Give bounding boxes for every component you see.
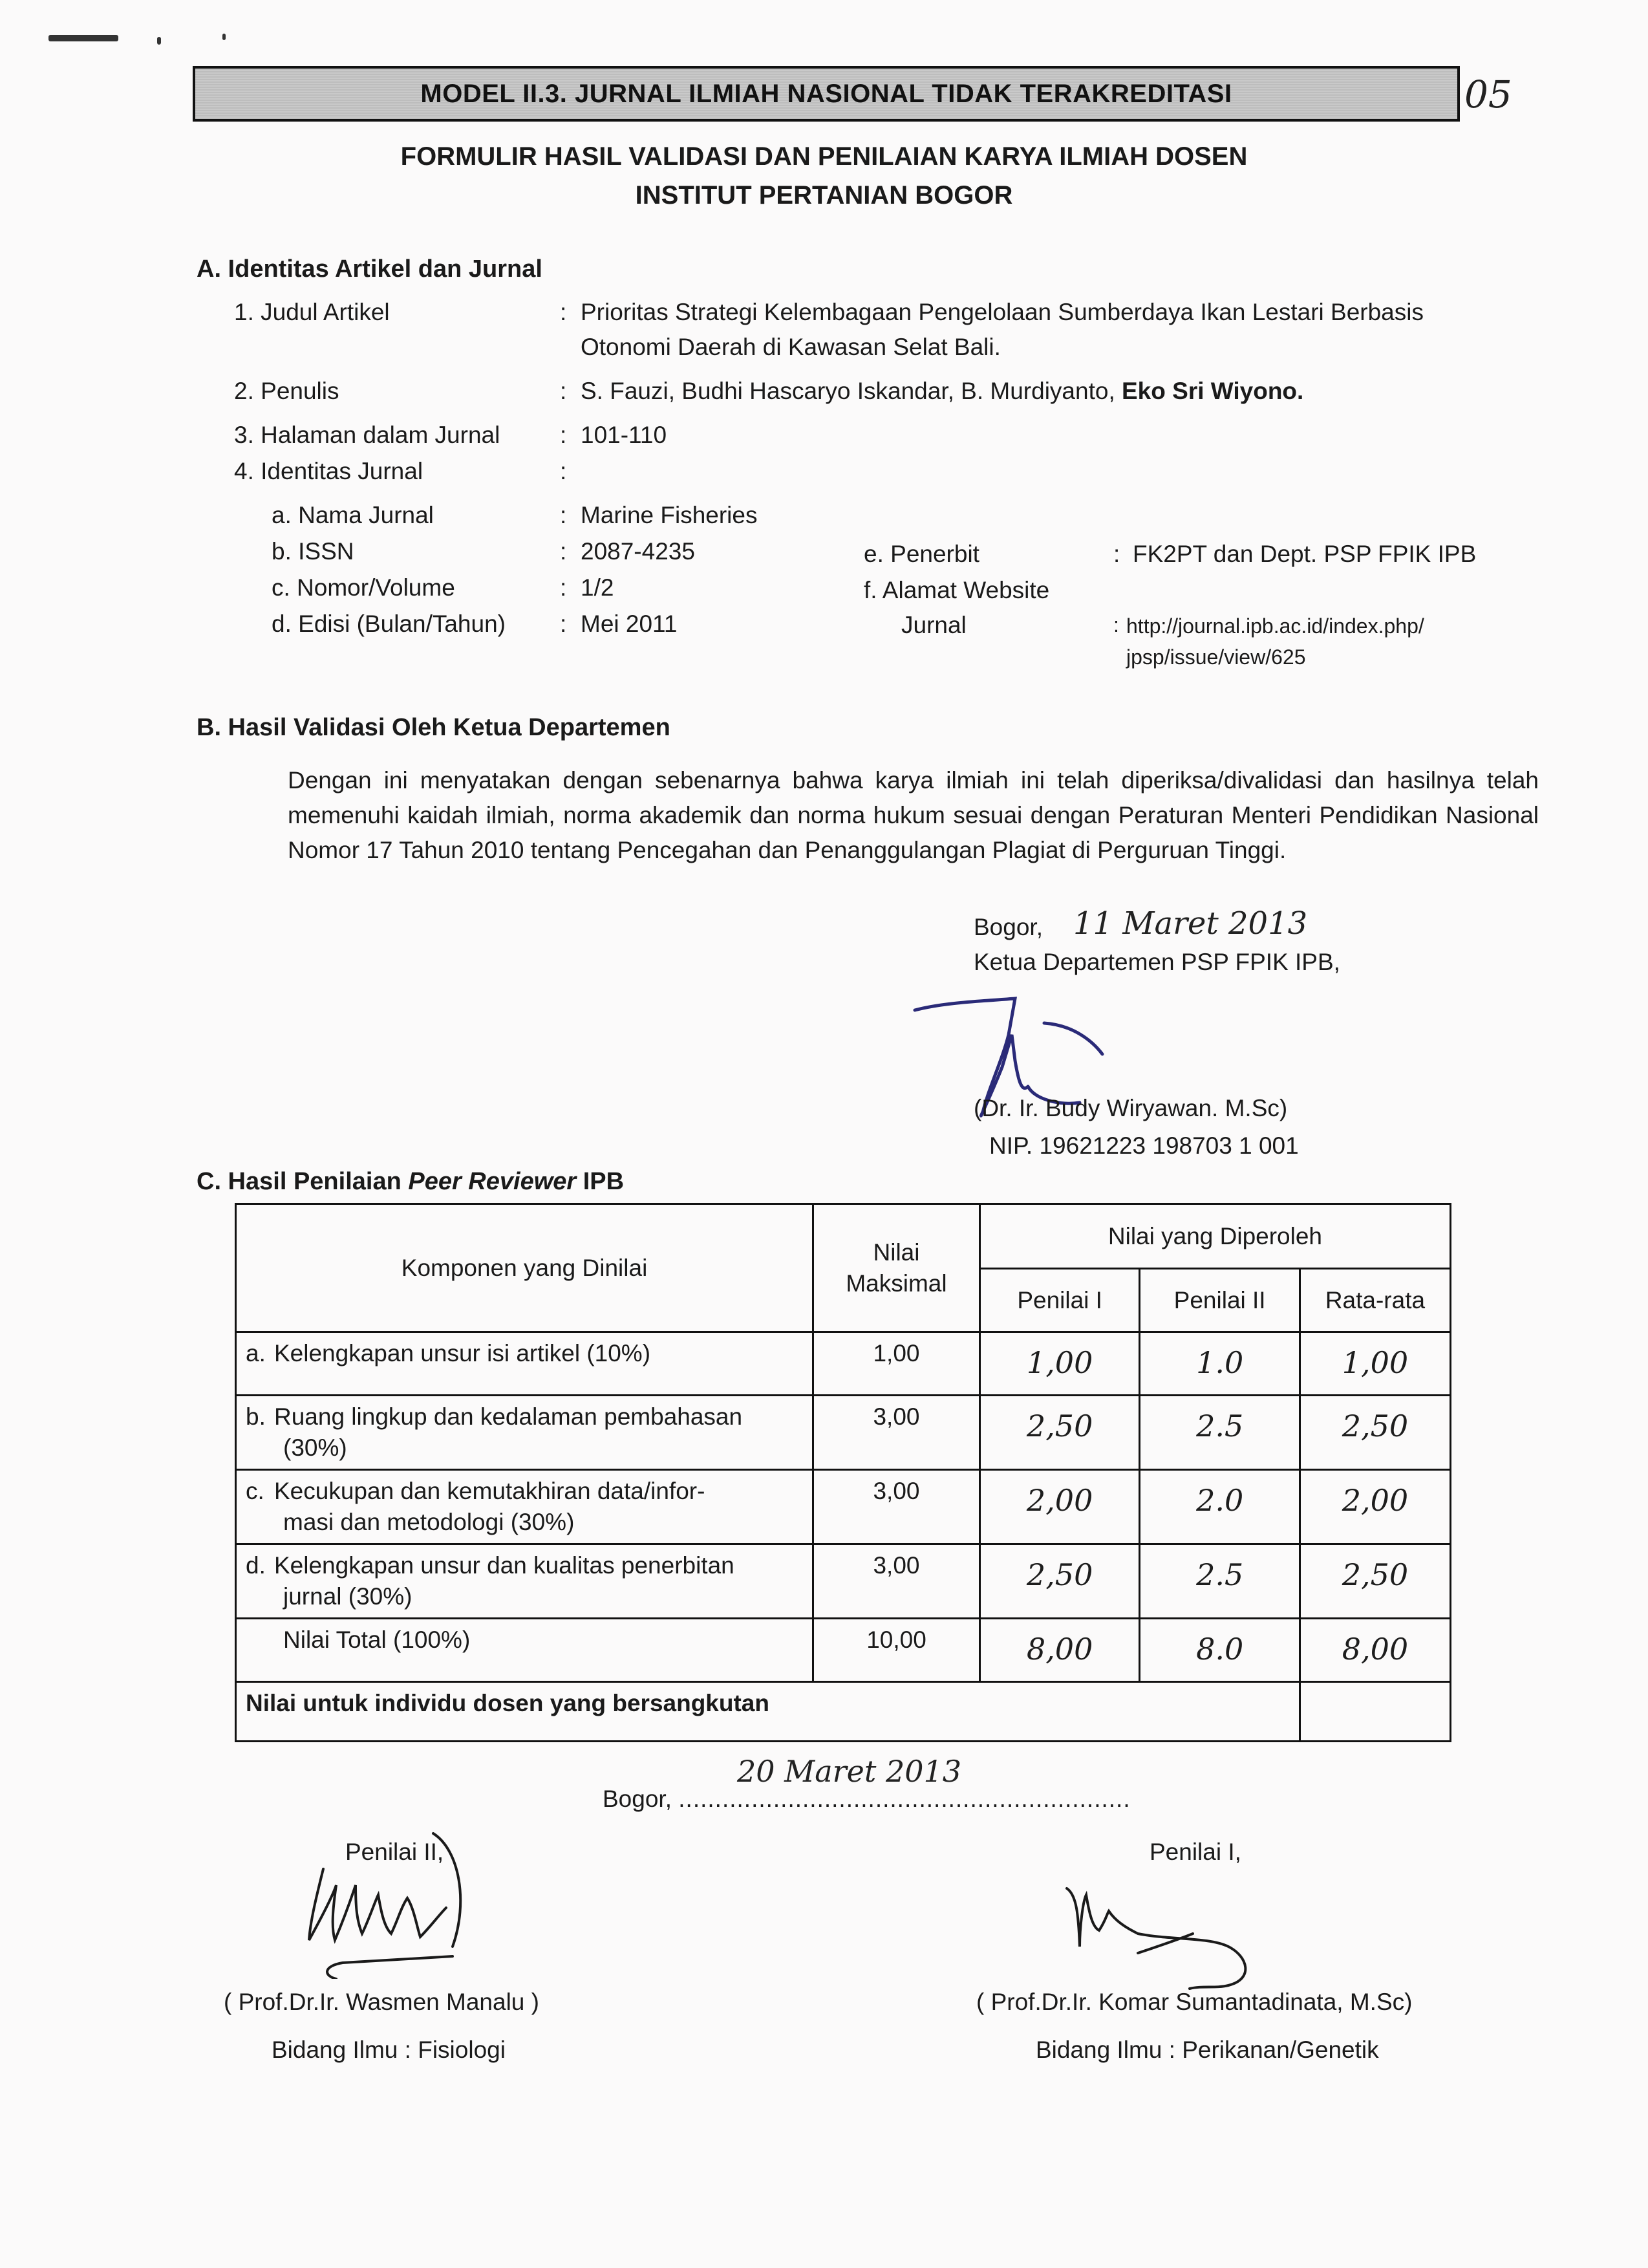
max-score-cell: 3,00 <box>813 1470 980 1544</box>
authors-list: S. Fauzi, Budhi Hascaryo Iskandar, B. Murdiyanto, <box>581 378 1122 404</box>
colon: : <box>560 502 567 528</box>
website-label-line1: f. Alamat Website <box>864 577 1050 603</box>
header-reviewer-2: Penilai II <box>1140 1269 1300 1332</box>
component-cell <box>236 1396 813 1470</box>
reviewer-2-name: ( Prof.Dr.Ir. Wasmen Manalu ) <box>224 1989 539 2015</box>
colon: : <box>560 574 567 601</box>
website-url-line1: http://journal.ipb.ac.id/index.php/ <box>1126 614 1424 638</box>
review-date-handwritten: 20 Maret 2013 <box>737 1754 962 1789</box>
individual-score-value <box>1300 1682 1450 1742</box>
review-date-dots: .............................................................. <box>678 1786 1131 1812</box>
journal-name-value: Marine Fisheries <box>581 502 758 528</box>
header-max-line2: Maksimal <box>846 1269 947 1297</box>
reviewer-1-score: 1,00 <box>979 1332 1140 1396</box>
review-place-label: Bogor, <box>603 1786 672 1812</box>
reviewer-1-role: Penilai I, <box>1150 1839 1241 1865</box>
reviewer-1-field: Bidang Ilmu : Perikanan/Genetik <box>1036 2036 1379 2063</box>
total-max-score: 10,00 <box>813 1619 980 1682</box>
section-c-heading-suffix: IPB <box>576 1168 625 1195</box>
max-score-cell: 1,00 <box>813 1332 980 1396</box>
model-label: MODEL II.3. JURNAL ILMIAH NASIONAL TIDAK TERAKREDITASI <box>420 79 1232 108</box>
department-head-nip: NIP. 19621223 198703 1 001 <box>989 1132 1299 1159</box>
section-c-heading-text: C. Hasil Penilaian <box>197 1168 409 1195</box>
issn-label: b. ISSN <box>272 538 354 565</box>
institution-title: INSTITUT PERTANIAN BOGOR <box>635 181 1013 210</box>
average-score: 2,50 <box>1300 1396 1450 1470</box>
model-header-band <box>193 66 1460 122</box>
colon: : <box>1113 613 1119 636</box>
reviewer-1-name: ( Prof.Dr.Ir. Komar Sumantadinata, M.Sc) <box>976 1989 1413 2015</box>
table-row <box>236 1396 1451 1470</box>
total-label-cell <box>236 1619 813 1682</box>
colon: : <box>560 458 567 484</box>
article-title-line1: Prioritas Strategi Kelembagaan Pengelolaan Sumberdaya Ikan Lestari Berbasis <box>581 299 1424 325</box>
component-cell <box>236 1332 813 1396</box>
validation-statement: Dengan ini menyatakan dengan sebenarnya bahwa karya ilmiah ini telah diperiksa/divalidasi dan hasilnya telah memenuhi kaidah ilmiah, norma akademik dan norma hukum sesuai dengan Peraturan Menteri Pendidikan Nasional Nomor 17 Tahun 2010 tentang Pencegahan dan Penanggulangan Plagiat di Perguruan Tinggi. <box>288 767 1539 863</box>
table-row <box>236 1332 1451 1396</box>
component-text-cont: jurnal (30%) <box>283 1583 412 1610</box>
peer-review-score-table <box>235 1203 1451 1742</box>
header-obtained: Nilai yang Diperoleh <box>979 1204 1450 1269</box>
department-head-role: Ketua Departemen PSP FPIK IPB, <box>974 949 1340 975</box>
individual-score-label: Nilai untuk individu dosen yang bersangkutan <box>236 1682 1300 1742</box>
issn-value: 2087-4235 <box>581 538 695 565</box>
colon: : <box>560 378 567 404</box>
reviewer-2-score: 2.5 <box>1140 1544 1300 1619</box>
average-score: 2,50 <box>1300 1544 1450 1619</box>
average-score: 1,00 <box>1300 1332 1450 1396</box>
reviewer-2-score: 1.0 <box>1140 1332 1300 1396</box>
total-reviewer-2: 8.0 <box>1140 1619 1300 1682</box>
section-c-heading-italic: Peer Reviewer <box>408 1168 577 1195</box>
article-title-label: 1. Judul Artikel <box>234 299 390 325</box>
component-text: Kecukupan dan kemutakhiran data/infor- <box>274 1478 705 1504</box>
component-text-cont: masi dan metodologi (30%) <box>283 1509 575 1535</box>
table-row <box>236 1470 1451 1544</box>
colon: : <box>560 422 567 448</box>
publisher-label: e. Penerbit <box>864 541 979 567</box>
reviewer-1-score: 2,00 <box>979 1470 1140 1544</box>
header-max-score <box>813 1204 980 1332</box>
reviewer-1-signature <box>1060 1875 1274 2005</box>
reviewer-2-field: Bidang Ilmu : Fisiologi <box>272 2036 506 2063</box>
reviewer-1-score: 2,50 <box>979 1396 1140 1470</box>
total-reviewer-1: 8,00 <box>979 1619 1140 1682</box>
page-note-handwritten: 05 <box>1464 72 1512 116</box>
author-highlighted: Eko Sri Wiyono. <box>1122 378 1304 404</box>
article-title-line2: Otonomi Daerah di Kawasan Selat Bali. <box>581 334 1001 360</box>
colon: : <box>560 610 567 637</box>
component-letter: b. <box>246 1403 266 1430</box>
max-score-cell: 3,00 <box>813 1396 980 1470</box>
reviewer-2-score: 2.0 <box>1140 1470 1300 1544</box>
section-a-heading: A. Identitas Artikel dan Jurnal <box>197 255 542 283</box>
section-b-heading: B. Hasil Validasi Oleh Ketua Departemen <box>197 714 670 741</box>
total-average: 8,00 <box>1300 1619 1450 1682</box>
authors-value <box>581 378 1303 405</box>
component-text: Kelengkapan unsur isi artikel (10%) <box>274 1340 651 1366</box>
journal-identity-label: 4. Identitas Jurnal <box>234 458 423 484</box>
average-score: 2,00 <box>1300 1470 1450 1544</box>
table-row-total <box>236 1619 1451 1682</box>
form-title: FORMULIR HASIL VALIDASI DAN PENILAIAN KARYA ILMIAH DOSEN <box>400 142 1248 171</box>
header-max-line1: Nilai <box>873 1238 920 1266</box>
table-row <box>236 1544 1451 1619</box>
edition-value: Mei 2011 <box>581 610 678 637</box>
component-letter: d. <box>246 1552 266 1579</box>
volume-value: 1/2 <box>581 574 614 601</box>
scan-speck <box>222 34 226 40</box>
edition-label: d. Edisi (Bulan/Tahun) <box>272 610 506 637</box>
pages-label: 3. Halaman dalam Jurnal <box>234 422 500 448</box>
component-cell <box>236 1470 813 1544</box>
scan-speck <box>157 37 161 45</box>
component-text: Kelengkapan unsur dan kualitas penerbitan <box>274 1552 734 1579</box>
publisher-value: FK2PT dan Dept. PSP FPIK IPB <box>1133 541 1477 567</box>
reviewer-2-role: Penilai II, <box>345 1839 444 1865</box>
section-c-heading <box>197 1168 624 1196</box>
table-row-individual <box>236 1682 1451 1742</box>
component-letter: a. <box>246 1340 266 1366</box>
pages-value: 101-110 <box>581 422 667 448</box>
colon: : <box>560 538 567 565</box>
reviewer-2-signature <box>284 1824 478 1979</box>
colon: : <box>1113 541 1120 567</box>
journal-name-label: a. Nama Jurnal <box>272 502 434 528</box>
component-cell <box>236 1544 813 1619</box>
colon: : <box>560 299 567 325</box>
reviewer-2-score: 2.5 <box>1140 1396 1300 1470</box>
review-place <box>603 1785 1131 1813</box>
header-average: Rata-rata <box>1300 1269 1450 1332</box>
authors-label: 2. Penulis <box>234 378 339 404</box>
website-url-line2: jpsp/issue/view/625 <box>1126 645 1306 669</box>
component-text-cont: (30%) <box>283 1434 347 1461</box>
volume-label: c. Nomor/Volume <box>272 574 455 601</box>
max-score-cell: 3,00 <box>813 1544 980 1619</box>
scan-staple-mark <box>48 35 118 41</box>
component-letter: c. <box>246 1478 264 1504</box>
validation-place: Bogor, <box>974 914 1043 940</box>
website-label-line2: Jurnal <box>901 612 967 638</box>
validation-date-handwritten: 11 Maret 2013 <box>1073 905 1308 942</box>
department-head-name: (Dr. Ir. Budy Wiryawan. M.Sc) <box>974 1095 1288 1121</box>
component-text: Ruang lingkup dan kedalaman pembahasan <box>274 1403 743 1430</box>
total-label: Nilai Total (100%) <box>283 1626 471 1653</box>
reviewer-1-score: 2,50 <box>979 1544 1140 1619</box>
header-reviewer-1: Penilai I <box>979 1269 1140 1332</box>
header-component: Komponen yang Dinilai <box>236 1204 813 1332</box>
